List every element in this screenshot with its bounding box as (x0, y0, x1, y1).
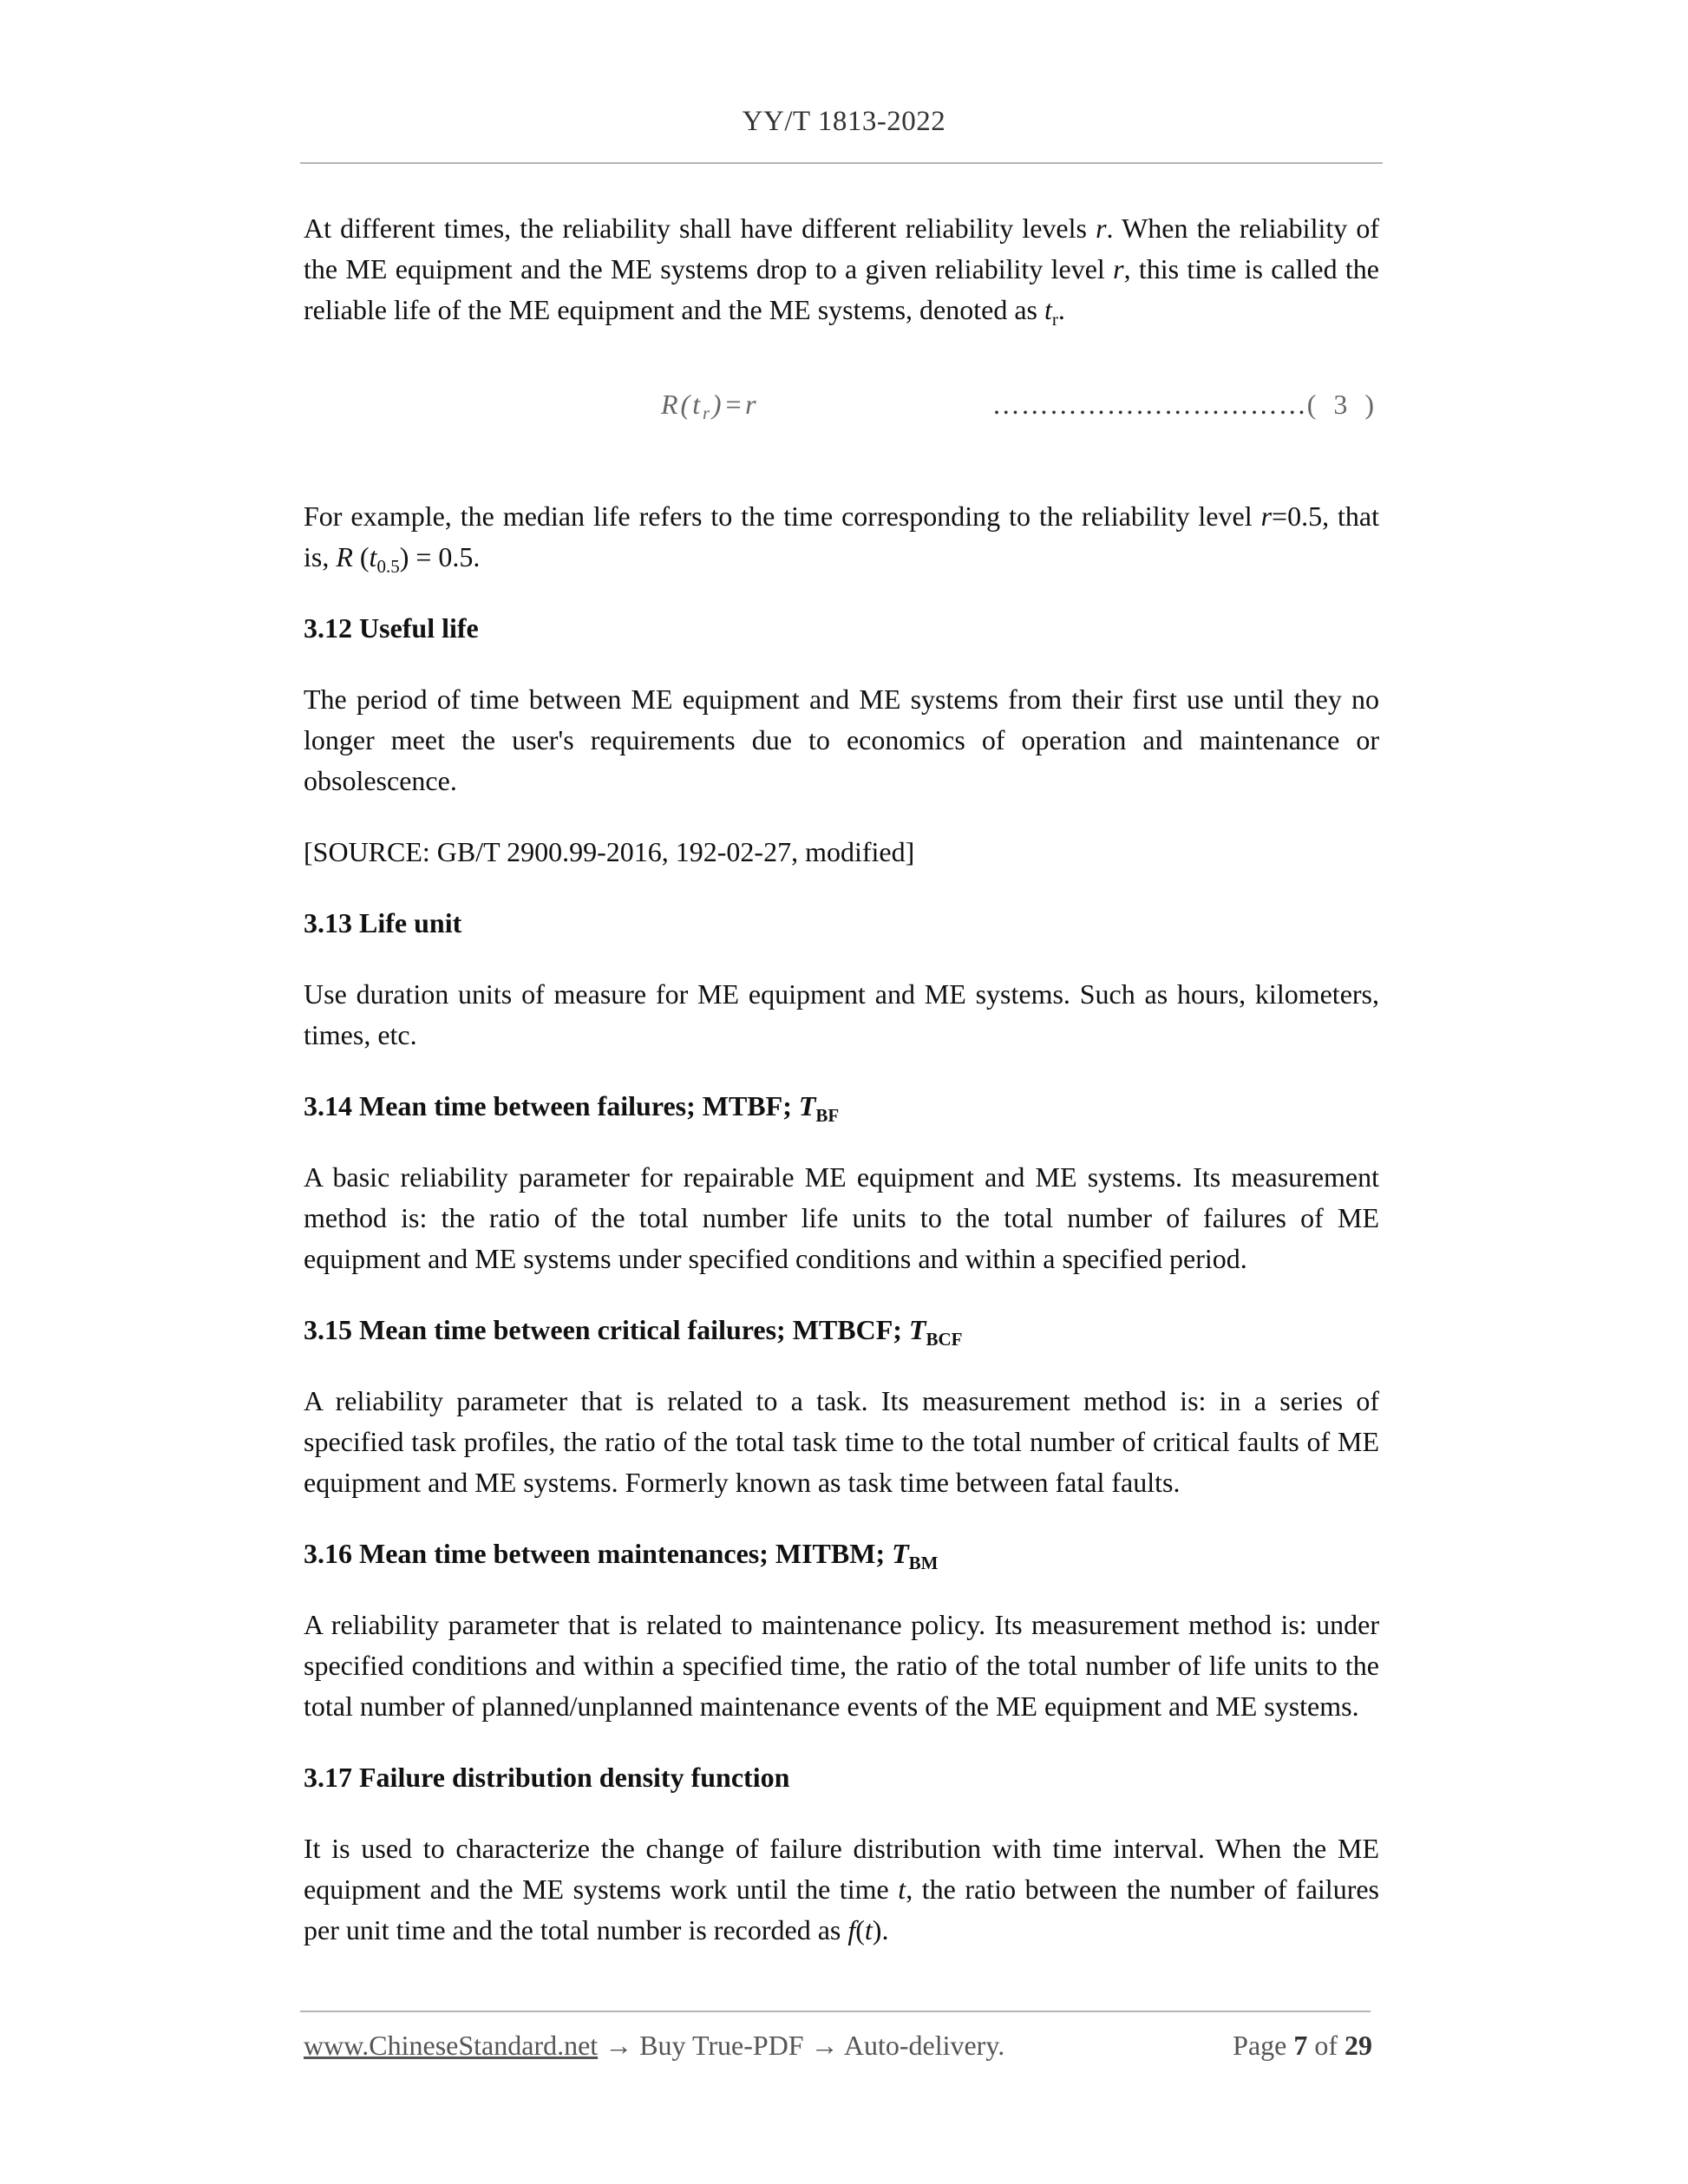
symbol-f: f (847, 1914, 856, 1945)
symbol-t: t (1044, 294, 1052, 325)
page-label: Page (1233, 2030, 1294, 2061)
formula-paren-close: ) (711, 389, 724, 420)
header-divider (300, 162, 1383, 164)
symbol-r: r (1096, 213, 1107, 244)
body-text-c: ( (855, 1914, 865, 1945)
total-pages: 29 (1345, 2030, 1372, 2061)
symbol-t-subscript: 0.5 (376, 556, 400, 577)
symbol-r: r (1113, 253, 1124, 284)
formula-3 (304, 389, 1379, 441)
intro-text-end: . (1057, 294, 1065, 325)
formula-t: t (692, 389, 703, 420)
of-label: of (1307, 2030, 1345, 2061)
intro-paragraph (304, 208, 1379, 330)
intro-text-c: , this time is called the reliable life of the ME equipment and the ME systems, denoted as (304, 253, 1380, 325)
symbol-t: t (898, 1873, 906, 1905)
section-body-3-14: A basic reliability parameter for repairable ME equipment and ME systems. Its measurement method is: the ratio of the total number life units to the total number of failures of ME equipment and ME systems under specified conditions and within a specified period. (304, 1161, 1379, 1274)
section-body-3-16: A reliability parameter that is related to maintenance policy. Its measurement method is: under specified conditions and within a specified time, the ratio of the total number of life units to the total number of planned/unplanned maintenance events of the ME equipment and ME systems. (304, 1609, 1379, 1722)
footer-buy-text: Buy True-PDF (639, 2030, 804, 2061)
formula-leader (992, 389, 1379, 421)
intro-text-a: At different times, the reliability shall have different reliability levels (304, 213, 1096, 244)
formula-paren-open: ( (680, 389, 693, 420)
section-heading-3-13: 3.13 Life unit (304, 907, 462, 938)
section-heading-3-17: 3.17 Failure distribution density function (304, 1762, 790, 1793)
section-body-3-17 (304, 1828, 1379, 1951)
footer-divider (300, 2011, 1371, 2012)
formula-expression (661, 389, 759, 424)
symbol-T: T (798, 1090, 816, 1121)
symbol-t-subscript: r (1051, 309, 1058, 330)
document-header: YY/T 1813-2022 (742, 106, 946, 137)
formula-subscript: r (703, 404, 712, 423)
formula-number: ( 3 ) (1306, 389, 1379, 420)
example-text-a: For example, the median life refers to the time corresponding to the reliability level (304, 500, 1261, 532)
current-page: 7 (1293, 2030, 1308, 2061)
section-heading-3-14 (304, 1086, 1379, 1127)
symbol-t: t (369, 541, 377, 572)
arrow-right-icon: → (803, 2030, 844, 2061)
footer-delivery-text: Auto-delivery. (843, 2030, 1005, 2061)
symbol-t: t (864, 1914, 873, 1945)
section-body-3-15: A reliability parameter that is related to a task. Its measurement method is: in a series of specified task profiles, the ratio of the total task time to the total number of critical faults of ME equipment and ME systems. Formerly known as task time between fatal faults. (304, 1385, 1379, 1498)
heading-text: 3.16 Mean time between maintenances; MITBM; (304, 1538, 893, 1569)
symbol-T-subscript: BF (815, 1105, 840, 1126)
formula-rhs: r (745, 389, 759, 420)
example-text-b: =0.5, that is, (304, 500, 1380, 572)
formula-dots: …………………………… (991, 389, 1307, 420)
formula-equals: = (723, 389, 746, 420)
example-paragraph (304, 496, 1379, 578)
section-heading-3-15 (304, 1310, 1379, 1350)
body-text-d: ). (872, 1914, 889, 1945)
symbol-T-subscript: BM (908, 1553, 939, 1573)
body-text-a: It is used to characterize the change of failure distribution with time interval. When the ME equipment and the ME systems work until the time (304, 1833, 1379, 1905)
example-text-c: ( (352, 541, 370, 572)
symbol-T-subscript: BCF (926, 1329, 963, 1350)
section-heading-3-12: 3.12 Useful life (304, 612, 479, 644)
formula-R: R (661, 389, 681, 420)
heading-text: 3.14 Mean time between failures; MTBF; (304, 1090, 799, 1121)
website-link[interactable]: www.ChineseStandard.net (304, 2030, 599, 2061)
source-note-3-12: [SOURCE: GB/T 2900.99-2016, 192-02-27, modified] (304, 836, 915, 867)
heading-text: 3.15 Mean time between critical failures; MTBCF; (304, 1314, 909, 1345)
symbol-R: R (336, 541, 353, 572)
footer-promo (304, 2030, 1004, 2062)
symbol-r: r (1260, 500, 1273, 532)
section-body-3-12: The period of time between ME equipment and ME systems from their first use until they no longer meet the user's requirements due to economics of operation and maintenance or obsolescence. (304, 683, 1379, 796)
example-text-d: ) = 0.5. (399, 541, 481, 572)
page-content (304, 208, 1379, 1951)
symbol-T: T (908, 1314, 926, 1345)
arrow-right-icon: → (598, 2030, 640, 2061)
page-number (1233, 2030, 1372, 2062)
section-body-3-13: Use duration units of measure for ME equipment and ME systems. Such as hours, kilometers, times, etc. (304, 978, 1379, 1050)
symbol-T: T (892, 1538, 909, 1569)
section-heading-3-16 (304, 1533, 1379, 1574)
intro-text-b: . When the reliability of the ME equipment and the ME systems drop to a given reliability level (304, 213, 1380, 284)
body-text-b: , the ratio between the number of failures per unit time and the total number is recorded as (304, 1873, 1380, 1945)
